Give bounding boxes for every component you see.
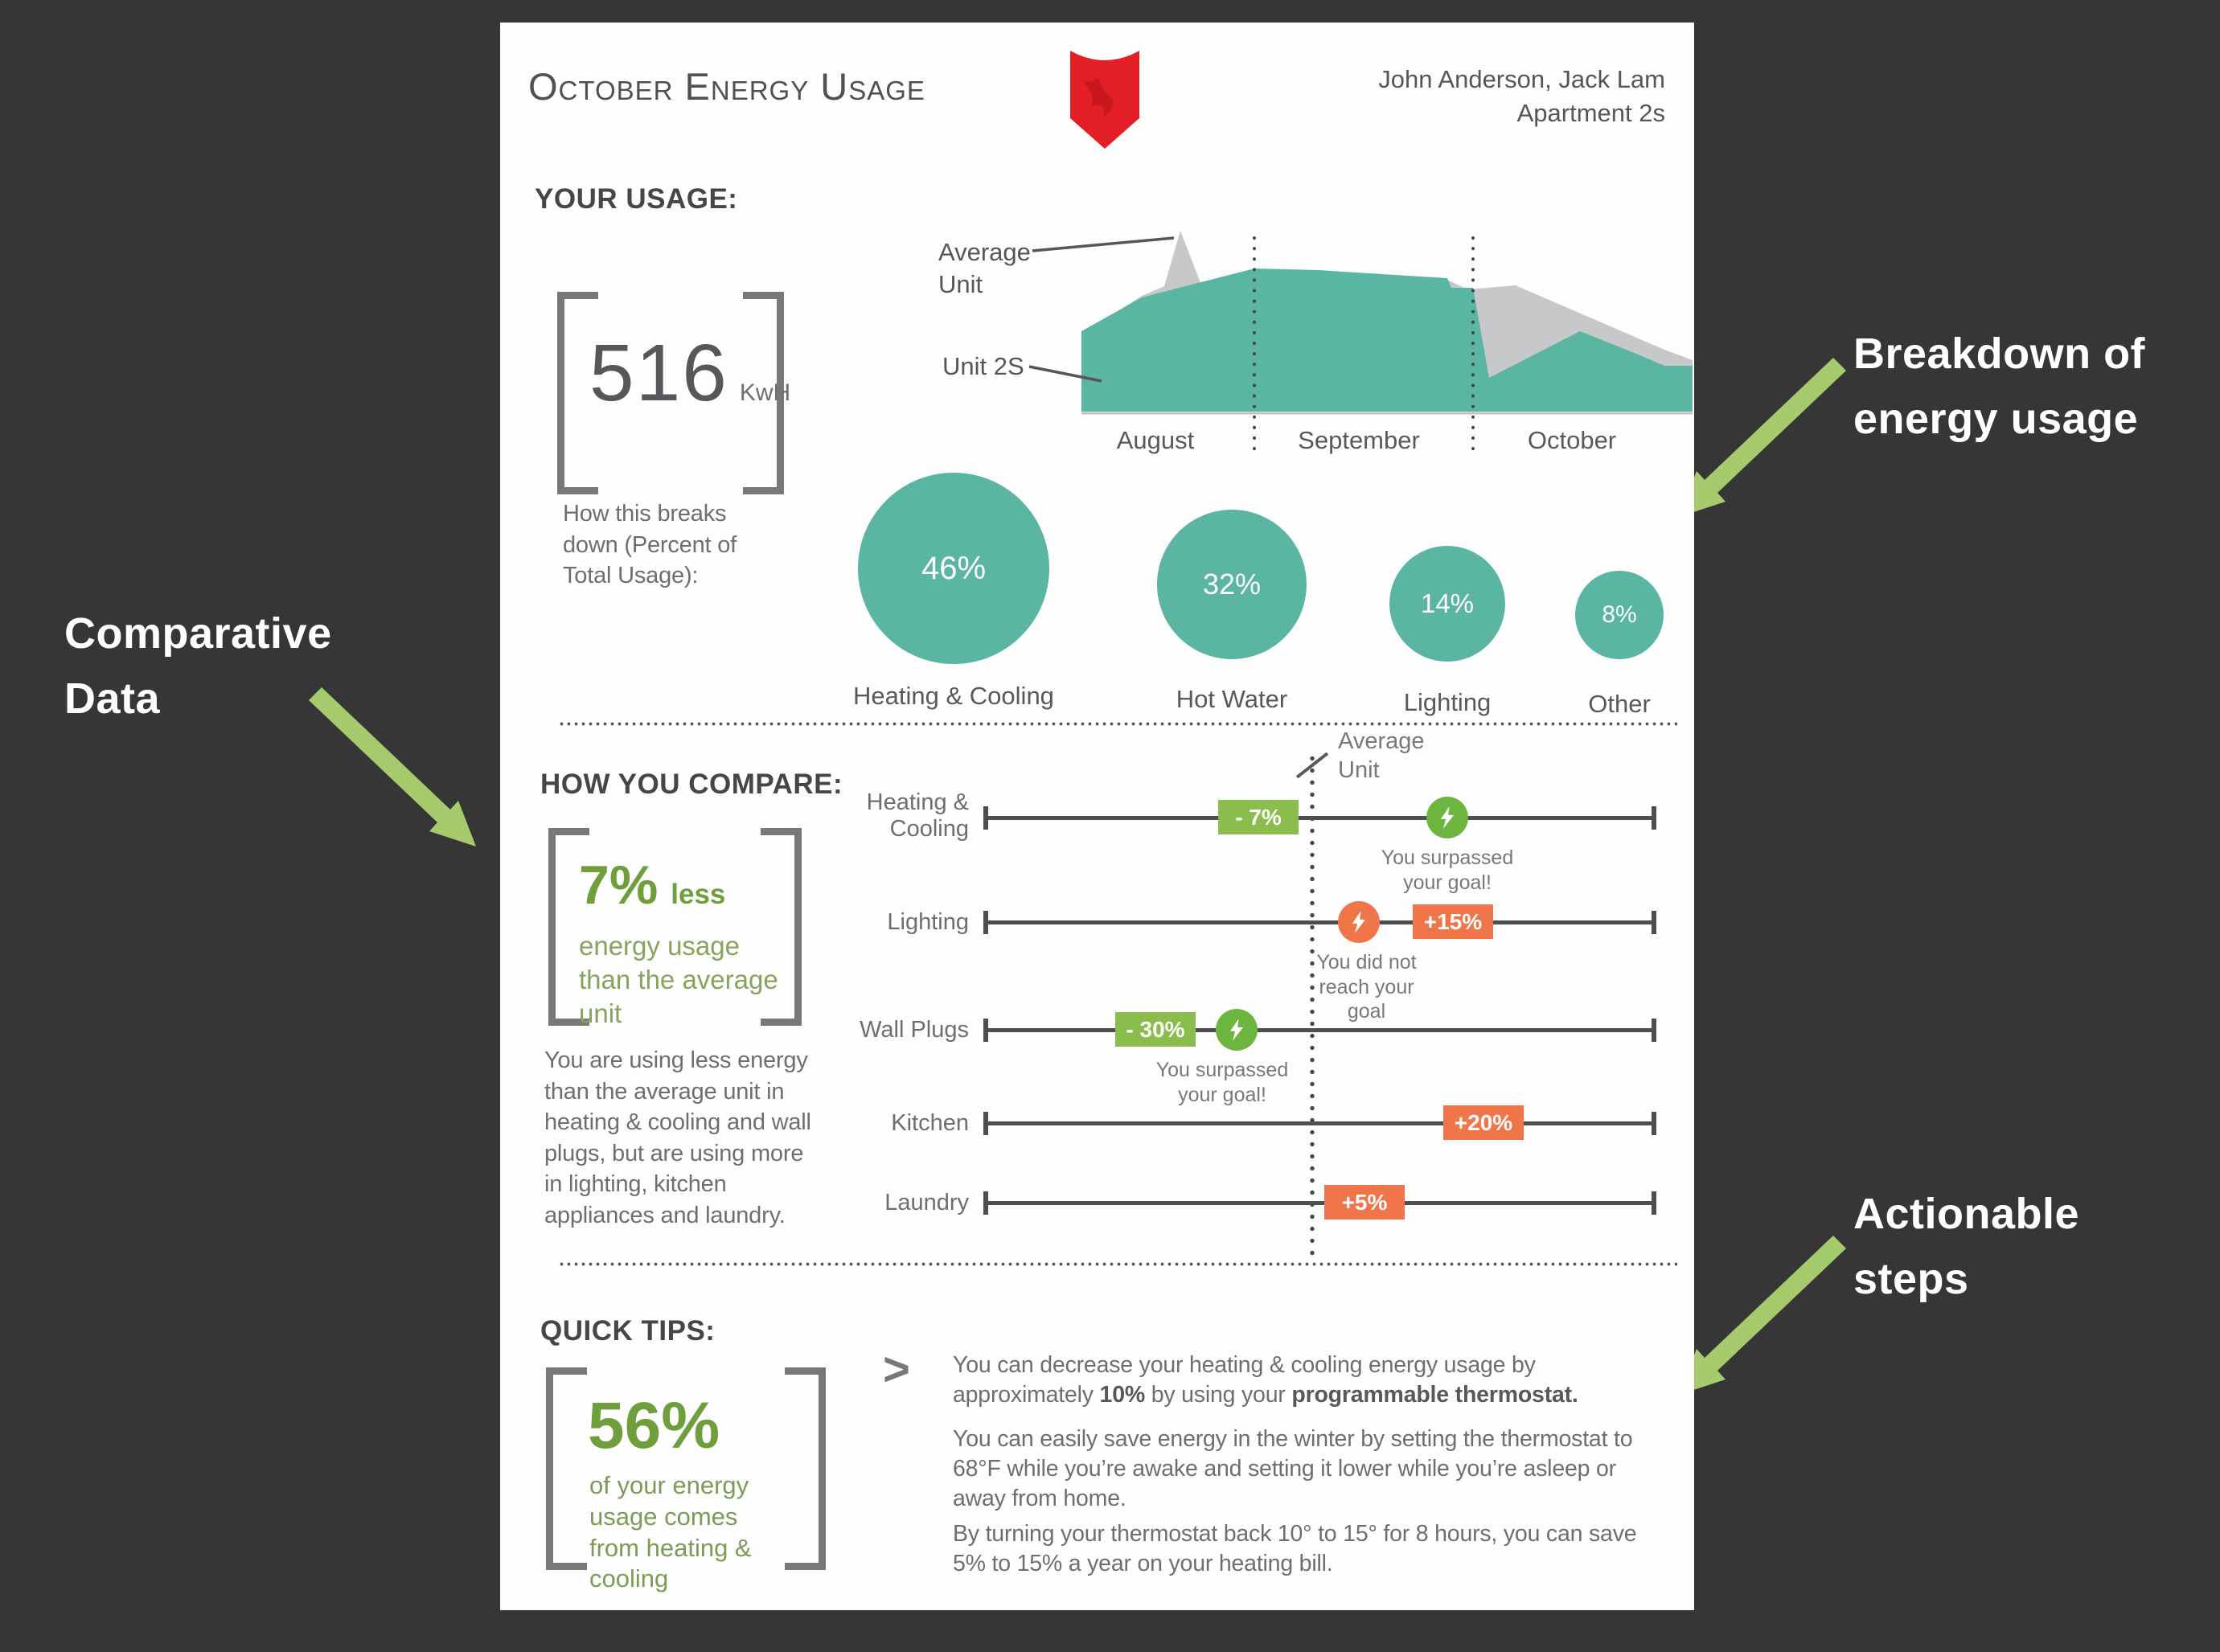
section-divider: [558, 722, 1677, 726]
compare-row-label-laundry: Laundry: [884, 1190, 969, 1215]
compare-caption-wall-plugs: You surpassed your goal!: [1155, 1059, 1289, 1106]
resident-info: [1378, 63, 1665, 130]
annotation-actionable-line1: Actionable: [1853, 1190, 2080, 1238]
compare-badge-lighting: +15%: [1413, 904, 1493, 939]
compare-badge-wall-plugs: - 30%: [1115, 1012, 1196, 1047]
annotation-breakdown-line2: energy usage: [1853, 395, 2139, 443]
compare-row-label-kitchen: Kitchen: [891, 1110, 969, 1136]
average-unit-axis-label: Average Unit: [1338, 728, 1425, 784]
usage-stat-bracket: [557, 292, 791, 494]
compare-row-label-heating: Heating & Cooling: [866, 789, 969, 842]
compare-row-line: [985, 1121, 1655, 1125]
month-label-august: August: [1116, 426, 1195, 454]
bubble-heating-cooling-pct: 46%: [921, 550, 987, 586]
annotation-actionable: [1853, 1182, 2079, 1312]
usage-area-chart: [918, 215, 1702, 481]
tips-stat-bracket: [546, 1367, 826, 1593]
annotation-breakdown-line1: Breakdown of: [1853, 330, 2146, 378]
compare-row-label-lighting: Lighting: [887, 909, 969, 935]
section-divider: [558, 1262, 1677, 1266]
arrow-down-right-icon: [299, 674, 500, 875]
your-usage-heading: YOUR USAGE:: [535, 183, 738, 215]
breakdown-intro: How this breaks down (Percent of Total Usage):: [563, 501, 737, 589]
tip-1-pre: You can decrease your heating & cooling energy usage by approximately: [953, 1352, 1536, 1408]
bubble-lighting: [1389, 546, 1505, 662]
goal-met-bolt-icon: [1216, 1009, 1258, 1051]
tip-2: You can easily save energy in the winter by setting the thermostat to 68°F while you’re awake and setting it lower while you’re asleep or away from home.: [953, 1426, 1633, 1512]
compare-badge-laundry: +5%: [1324, 1185, 1405, 1220]
usage-kwh-unit: KwH: [739, 379, 791, 406]
bubble-label-hot-water: Hot Water: [1176, 685, 1288, 713]
compare-stat-qualifier: less: [671, 879, 726, 910]
bubble-lighting-pct: 14%: [1420, 588, 1475, 618]
compare-row-line: [985, 920, 1655, 924]
legend-unit-2s: Unit 2S: [942, 352, 1024, 380]
annotation-actionable-line2: steps: [1853, 1255, 1969, 1303]
tips-stat-caption: of your energy usage comes from heating & cooling: [589, 1471, 752, 1593]
page-title: October Energy Usage: [528, 65, 925, 108]
legend-average-unit: Average: [938, 238, 1031, 266]
tip-1-mid: by using your: [1145, 1382, 1292, 1408]
annotation-breakdown: [1853, 322, 2145, 452]
apartment-number: Apartment 2s: [1516, 98, 1665, 127]
bubble-label-heating-cooling: Heating & Cooling: [853, 682, 1054, 710]
red-shield-logo-icon: [1068, 43, 1142, 152]
compare-row-label-wall-plugs: Wall Plugs: [860, 1017, 969, 1043]
compare-row-line: [985, 816, 1655, 820]
compare-caption-lighting: You did not reach your goal: [1316, 951, 1417, 1023]
tips-stat-value: 56%: [588, 1389, 720, 1462]
compare-badge-heating: - 7%: [1218, 800, 1299, 834]
bubble-hot-water-pct: 32%: [1202, 568, 1262, 601]
tip-1-bold-pct: 10%: [1099, 1382, 1145, 1408]
month-label-september: September: [1298, 426, 1420, 454]
unit-2s-area: [1081, 269, 1693, 412]
compare-caption-heating: You surpassed your goal!: [1381, 846, 1514, 894]
resident-names: John Anderson, Jack Lam: [1378, 65, 1665, 93]
compare-stat-value: 7%: [579, 855, 659, 916]
goal-met-bolt-icon: [1426, 797, 1468, 838]
quick-tips-heading: QUICK TIPS:: [540, 1315, 716, 1347]
annotation-comparative: [64, 601, 332, 732]
annotation-comparative-line1: Comparative: [64, 609, 332, 658]
usage-kwh-value: 516: [589, 328, 728, 418]
bubble-other: [1575, 571, 1664, 659]
bubble-other-pct: 8%: [1602, 601, 1637, 628]
month-label-october: October: [1527, 426, 1617, 454]
chevron-right-icon: >: [883, 1343, 910, 1396]
tip-1-bold-thermostat: programmable thermostat.: [1291, 1382, 1578, 1408]
compare-paragraph: You are using less energy than the average unit in heating & cooling and wall plugs, but are using more in lighting, kitchen appliances and laundry.: [544, 1047, 811, 1228]
bubble-label-lighting: Lighting: [1403, 688, 1492, 716]
compare-badge-kitchen: +20%: [1443, 1105, 1524, 1140]
compare-row-line: [985, 1201, 1655, 1205]
tip-3: By turning your thermostat back 10° to 15° for 8 hours, you can save 5% to 15% a year on your heating bill.: [953, 1521, 1637, 1577]
report-page: [500, 23, 1694, 1610]
goal-missed-bolt-icon: [1338, 901, 1380, 943]
bubble-label-other: Other: [1588, 690, 1651, 718]
compare-stat-bracket: [548, 828, 802, 1029]
bubble-heating-cooling: [858, 473, 1049, 664]
compare-heading: HOW YOU COMPARE:: [540, 769, 843, 800]
annotation-comparative-line2: Data: [64, 674, 161, 723]
compare-stat-caption: energy usage than the average unit: [579, 931, 778, 1029]
legend-average-unit-2: Unit: [938, 270, 983, 298]
compare-row-line: [985, 1028, 1655, 1032]
tip-1: [953, 1351, 1660, 1410]
bubble-hot-water: [1157, 510, 1307, 659]
